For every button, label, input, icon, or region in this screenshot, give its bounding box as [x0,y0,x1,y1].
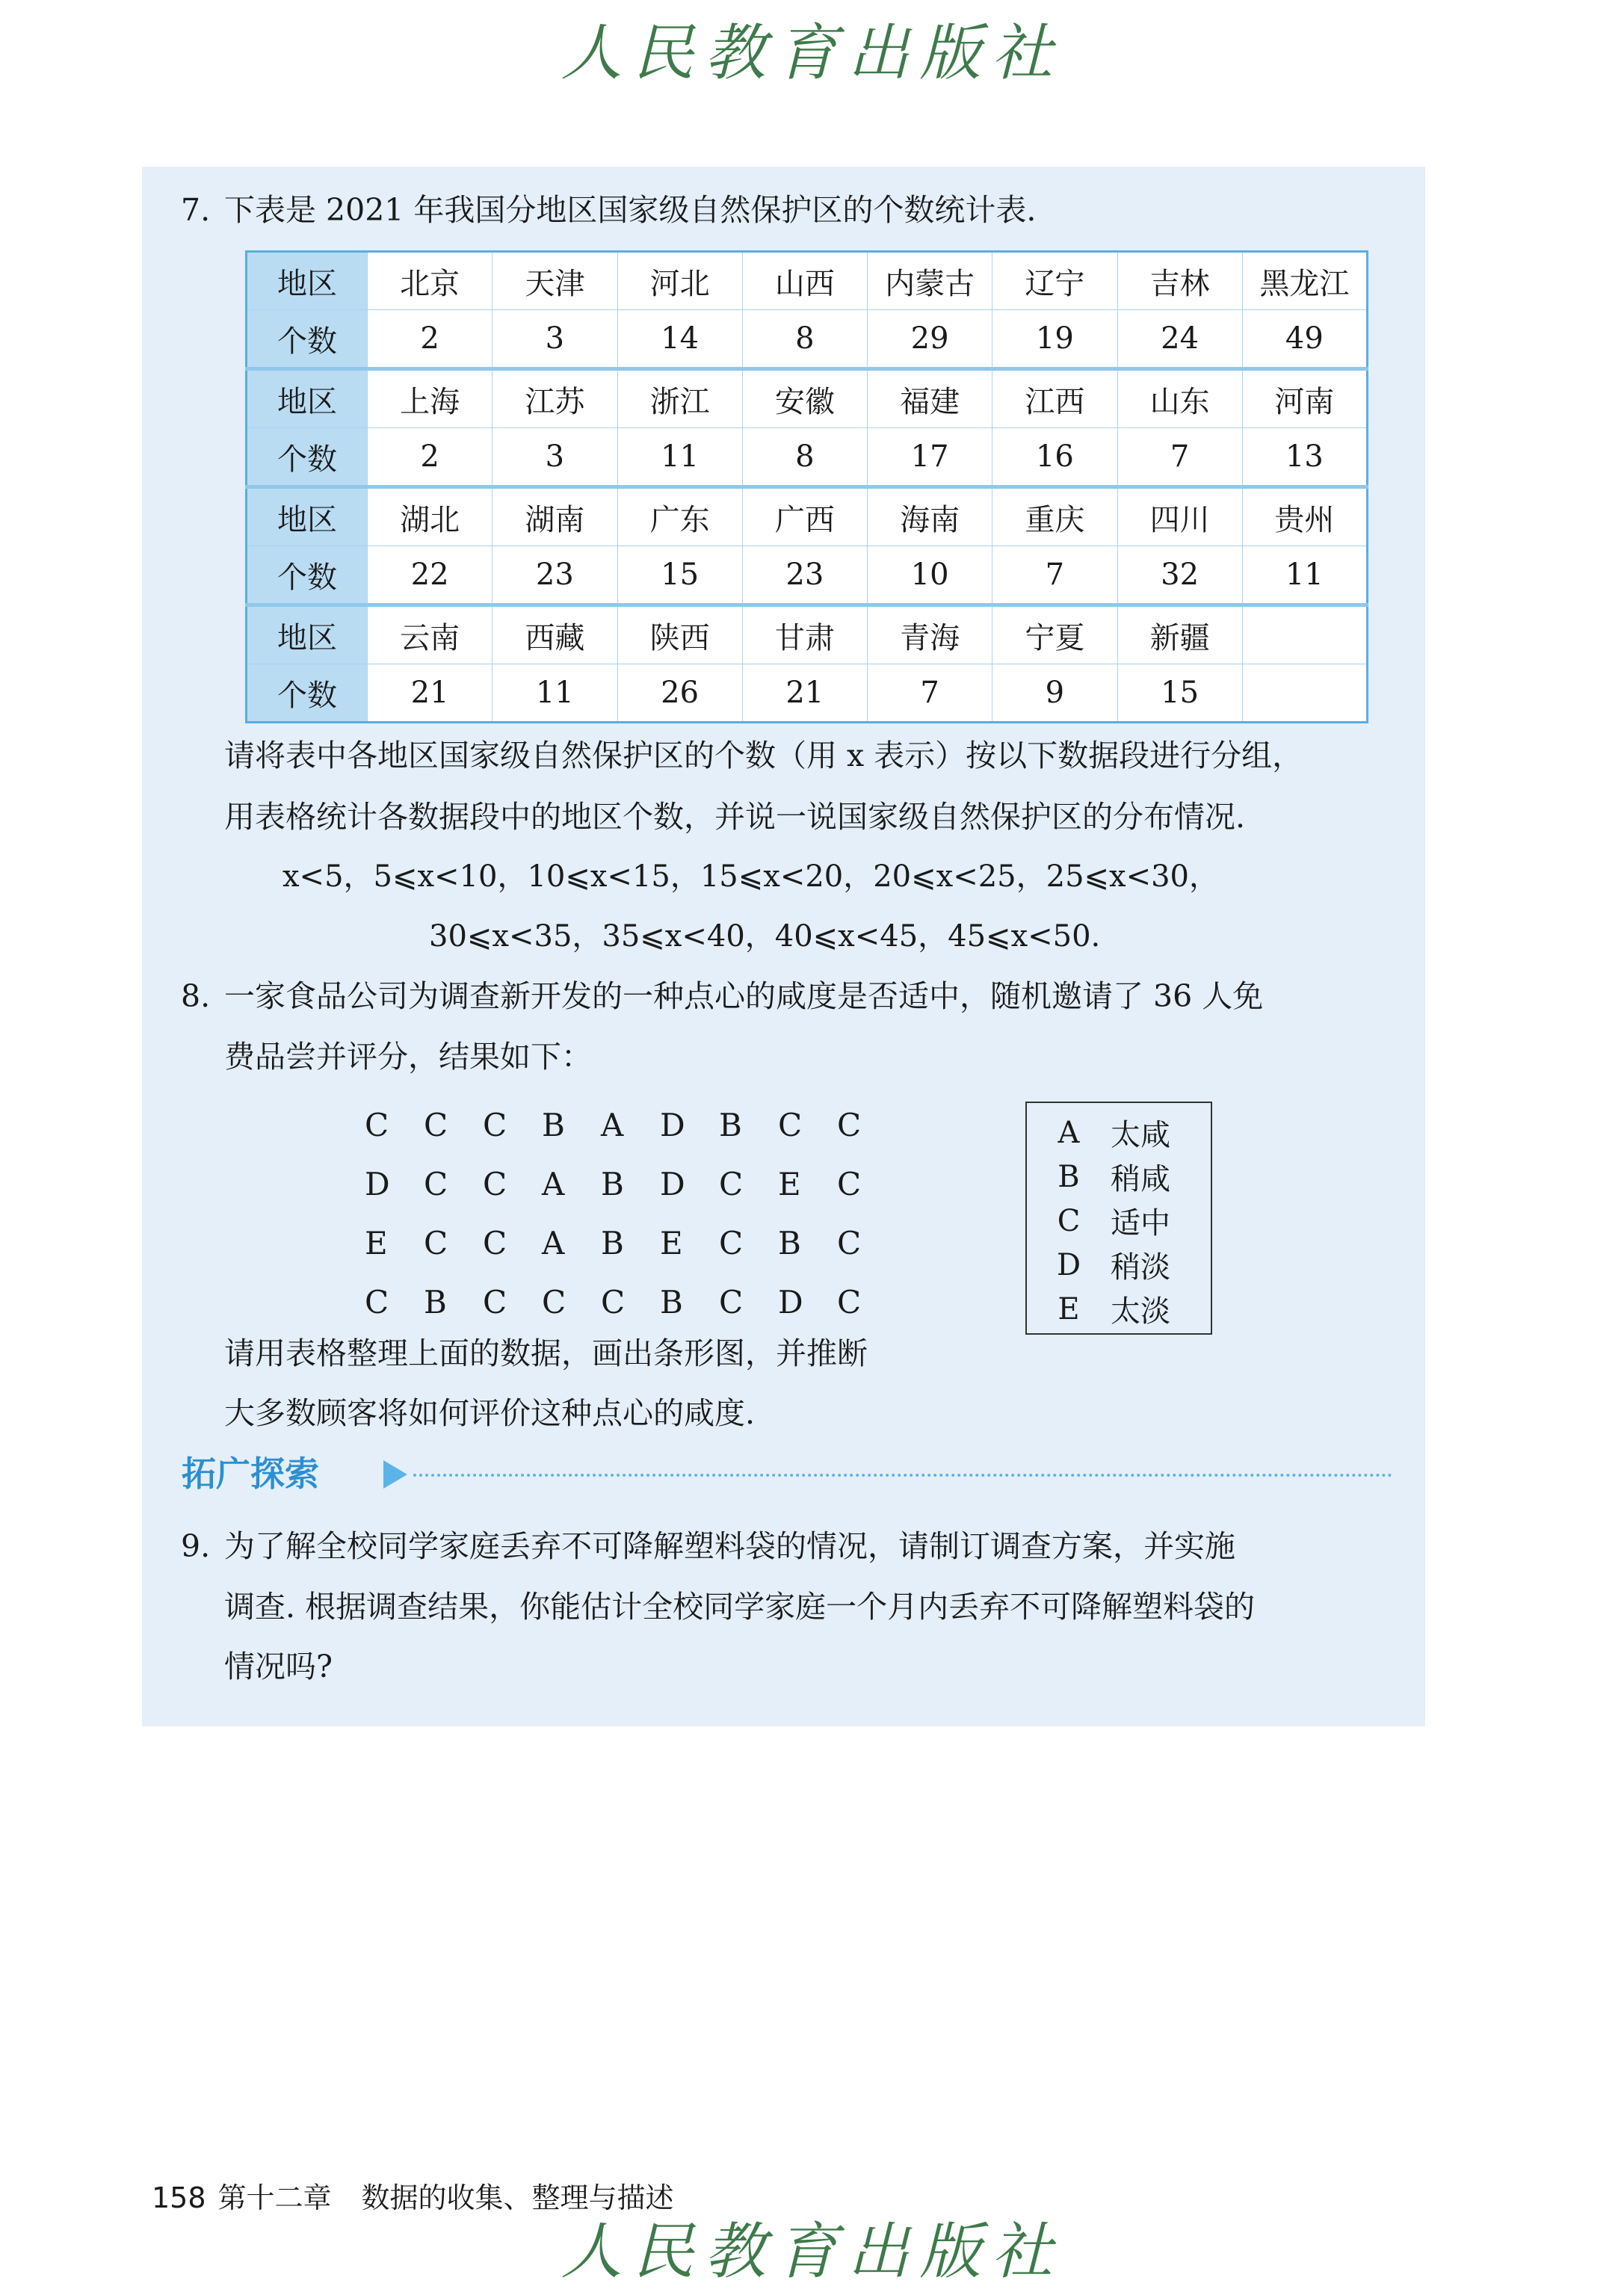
chapter-title: 数据的收集、整理与描述 [361,2181,674,2214]
problem-7-body-line-1: 请将表中各地区国家级自然保护区的个数（用 x 表示）按以下数据段进行分组， [224,738,1303,773]
count-cell: 23 [493,546,617,605]
row-header-count: 个数 [247,664,368,723]
row-header-count: 个数 [247,428,368,487]
region-cell: 山西 [742,252,867,310]
row-header-region: 地区 [247,487,368,546]
count-cell: 2 [368,428,493,487]
problem-8-line-1: 一家食品公司为调查新开发的一种点心的咸度是否适中，随机邀请了 36 人免 [224,978,1264,1014]
legend-letter: D [1056,1247,1081,1282]
legend-row [1027,1243,1211,1287]
region-cell: 浙江 [617,369,742,428]
region-cell: 四川 [1117,487,1242,546]
legend-row [1027,1287,1211,1331]
problem-9-line-2: 调查. 根据调查结果，你能估计全校同学家庭一个月内丢弃不可降解塑料袋的 [224,1589,1256,1625]
region-cell: 陕西 [617,605,742,664]
count-cell: 26 [617,664,742,723]
rating-letter: C [837,1107,862,1143]
rating-letter: C [719,1225,744,1261]
rating-letter: C [424,1166,448,1202]
count-cell: 8 [742,310,867,369]
count-row [247,428,1368,487]
count-cell [1242,664,1367,723]
region-cell: 河南 [1242,369,1367,428]
region-cell: 江西 [992,369,1117,428]
legend-row [1027,1155,1211,1199]
rating-letter: C [778,1107,803,1143]
region-cell: 福建 [868,369,992,428]
row-header-region: 地区 [247,369,368,428]
region-cell: 江苏 [493,369,617,428]
region-cell: 贵州 [1242,487,1367,546]
count-cell: 15 [1117,664,1242,723]
problem-8-line-2: 费品尝并评分，结果如下： [224,1039,592,1075]
region-cell: 吉林 [1117,252,1242,310]
count-cell: 2 [368,310,493,369]
problem-8-number: 8. [181,978,211,1014]
rating-letter: C [365,1107,389,1143]
count-cell: 7 [992,546,1117,605]
count-cell: 8 [742,428,867,487]
rating-letter: A [542,1225,565,1261]
rating-letter: C [601,1284,626,1321]
rating-letter: B [660,1284,683,1321]
count-cell: 3 [493,310,617,369]
row-header-region: 地区 [247,252,368,310]
rating-letter: C [483,1166,507,1202]
count-cell: 29 [868,310,992,369]
region-cell: 安徽 [742,369,867,428]
region-row [247,252,1368,310]
region-cell: 甘肃 [742,605,867,664]
ratings-row [365,1096,896,1155]
count-cell: 7 [1117,428,1242,487]
region-cell: 黑龙江 [1242,252,1367,310]
problem-8-ask-line-2: 大多数顾客将如何评价这种点心的咸度. [224,1395,756,1431]
rating-letter: C [483,1107,507,1143]
count-cell: 11 [1242,546,1367,605]
legend-row [1027,1111,1211,1155]
rating-letter: C [483,1225,507,1261]
triangle-arrow-icon [383,1460,407,1489]
region-cell: 广西 [742,487,867,546]
region-cell [1242,605,1367,664]
rating-letter: B [719,1107,742,1143]
rating-legend-box [1025,1102,1212,1335]
publisher-logo-top: 人民教育出版社 [561,18,1063,89]
rating-letter: C [424,1107,448,1143]
count-cell: 11 [493,664,617,723]
region-row [247,605,1368,664]
region-cell: 上海 [368,369,493,428]
count-cell: 7 [868,664,992,723]
count-cell: 24 [1117,310,1242,369]
rating-letter: C [837,1225,862,1261]
region-cell: 河北 [617,252,742,310]
count-cell: 17 [868,428,992,487]
page-number: 158 [152,2181,206,2214]
region-cell: 湖北 [368,487,493,546]
count-cell: 10 [868,546,992,605]
legend-text: 太咸 [1111,1118,1170,1152]
rating-letter: C [424,1225,448,1261]
section-header [182,1451,1392,1496]
problem-7-ranges-line-2: 30⩽x<35，35⩽x<40，40⩽x<45，45⩽x<50. [429,919,1101,954]
legend-text: 稍咸 [1111,1162,1170,1196]
rating-letter: C [365,1284,389,1321]
count-row [247,310,1368,369]
region-cell: 北京 [368,252,493,310]
region-cell: 云南 [368,605,493,664]
rating-letter: C [837,1284,862,1321]
rating-letter: D [778,1284,803,1321]
legend-letter: E [1058,1291,1080,1326]
legend-text: 太淡 [1111,1294,1170,1329]
rating-letter: A [601,1107,624,1143]
rating-letter: E [365,1225,388,1261]
dotted-divider [413,1474,1392,1477]
reserves-table [245,250,1368,723]
count-cell: 22 [368,546,493,605]
rating-letter: C [542,1284,566,1321]
region-cell: 广东 [617,487,742,546]
problem-7-ranges-line-1: x<5，5⩽x<10，10⩽x<15，15⩽x<20，20⩽x<25，25⩽x<30， [282,859,1220,894]
count-cell: 16 [992,428,1117,487]
rating-letter: C [483,1284,507,1321]
rating-letter: E [660,1225,683,1261]
region-cell: 重庆 [992,487,1117,546]
count-cell: 19 [992,310,1117,369]
ratings-grid [365,1096,896,1332]
rating-letter: B [601,1225,624,1261]
legend-letter: A [1058,1115,1080,1150]
count-cell: 3 [493,428,617,487]
count-cell: 21 [368,664,493,723]
ratings-row [365,1214,896,1273]
chapter-label: 第十二章 [217,2181,332,2214]
region-cell: 湖南 [493,487,617,546]
count-cell: 23 [742,546,867,605]
region-cell: 山东 [1117,369,1242,428]
problem-9-line-1: 为了解全校同学家庭丢弃不可降解塑料袋的情况，请制订调查方案，并实施 [224,1528,1235,1564]
count-cell: 49 [1242,310,1367,369]
ratings-row [365,1155,896,1214]
region-row [247,369,1368,428]
region-cell: 辽宁 [992,252,1117,310]
count-cell: 32 [1117,546,1242,605]
count-cell: 11 [617,428,742,487]
rating-letter: D [365,1166,390,1202]
rating-letter: B [778,1225,801,1261]
region-cell: 海南 [868,487,992,546]
rating-letter: E [778,1166,801,1202]
legend-letter: C [1057,1203,1081,1238]
count-row [247,546,1368,605]
region-row [247,487,1368,546]
region-cell: 内蒙古 [868,252,992,310]
region-cell: 宁夏 [992,605,1117,664]
rating-letter: B [424,1284,447,1321]
problem-7-number: 7. [181,192,211,228]
problem-9-line-3: 情况吗? [224,1649,333,1684]
region-cell: 天津 [493,252,617,310]
problem-7-intro: 下表是 2021 年我国分地区国家级自然保护区的个数统计表. [224,192,1037,228]
count-cell: 13 [1242,428,1367,487]
region-cell: 西藏 [493,605,617,664]
rating-letter: C [719,1166,744,1202]
problem-9-number: 9. [181,1528,211,1564]
problem-7-body-line-2: 用表格统计各数据段中的地区个数，并说一说国家级自然保护区的分布情况. [224,799,1246,835]
rating-letter: D [660,1166,685,1202]
rating-letter: C [837,1166,862,1202]
region-cell: 新疆 [1117,605,1242,664]
row-header-count: 个数 [247,546,368,605]
legend-row [1027,1199,1211,1243]
count-cell: 14 [617,310,742,369]
ratings-row [365,1273,896,1332]
row-header-count: 个数 [247,310,368,369]
rating-letter: B [542,1107,565,1143]
rating-letter: C [719,1284,744,1321]
publisher-logo-bottom: 人民教育出版社 [561,2217,1063,2288]
rating-letter: B [601,1166,624,1202]
section-title: 拓广探索 [182,1454,319,1494]
legend-letter: B [1058,1159,1080,1194]
count-cell: 21 [742,664,867,723]
row-header-region: 地区 [247,605,368,664]
problem-8-ask-line-1: 请用表格整理上面的数据，画出条形图，并推断 [224,1335,868,1371]
rating-letter: A [542,1166,565,1202]
legend-text: 稍淡 [1111,1250,1170,1285]
count-cell: 15 [617,546,742,605]
count-row [247,664,1368,723]
legend-text: 适中 [1111,1206,1170,1241]
count-cell: 9 [992,664,1117,723]
region-cell: 青海 [868,605,992,664]
rating-letter: D [660,1107,685,1143]
